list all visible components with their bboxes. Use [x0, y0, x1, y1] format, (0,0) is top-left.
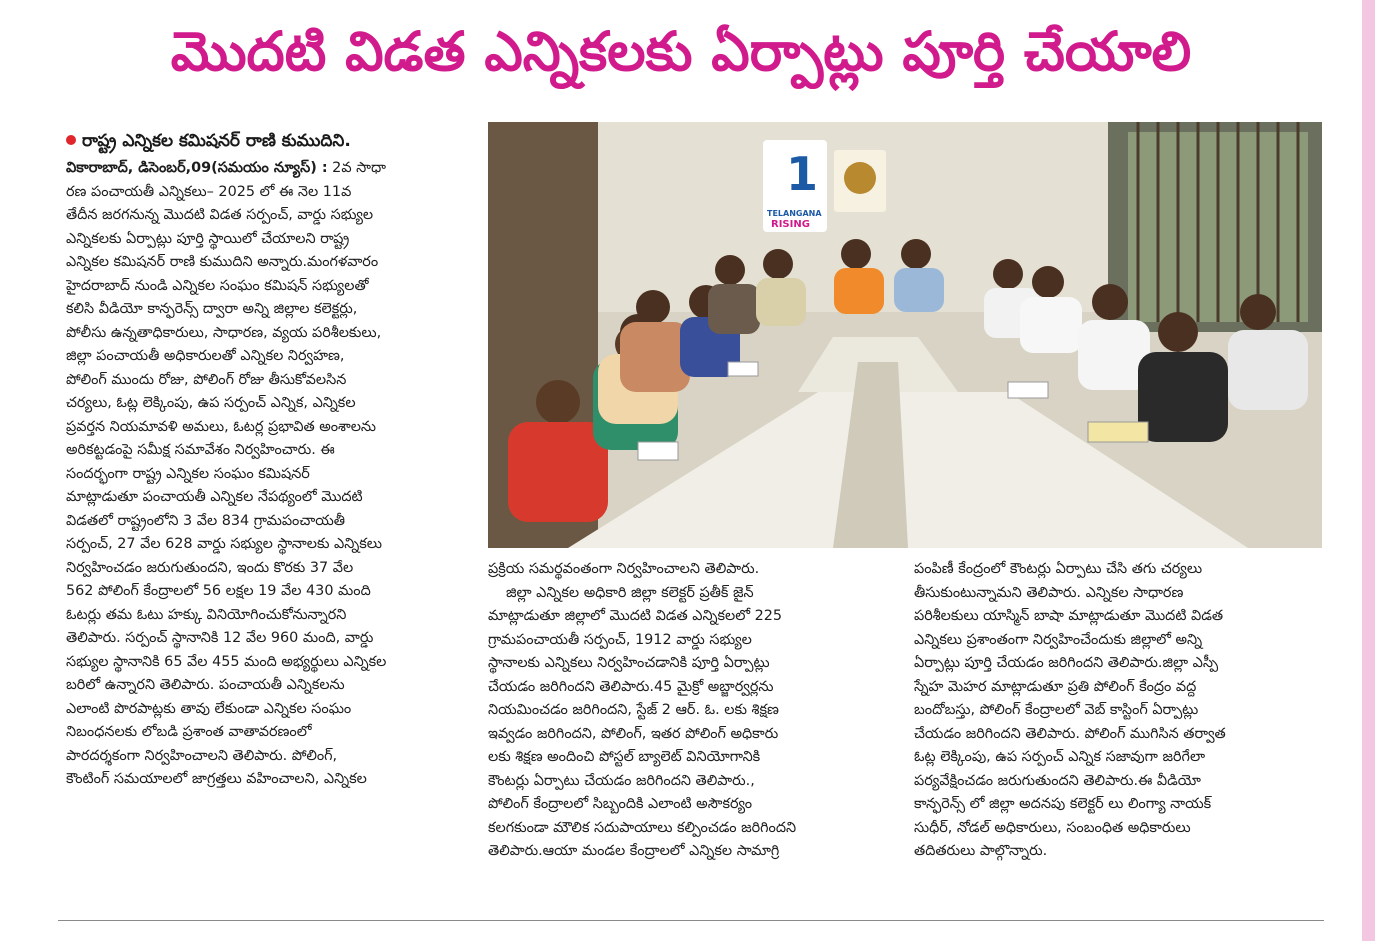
column-3-line: స్నేహ మెహర మాట్లాడుతూ ప్రతి పోలింగ్ కేంద్రం వద్ద	[914, 678, 1197, 695]
column-1-line: నిబంధనలకు లోబడి ప్రశాంత వాతావరణంలో	[66, 724, 312, 740]
column-1-line: పారదర్శకంగా నిర్వహించాలని తెలిపారు. పోలింగ్,	[66, 747, 338, 764]
column-2-line: గ్రామపంచాయతీ సర్పంచ్, 1912 వార్డు సభ్యుల	[488, 631, 752, 648]
column-2-line: చేయడం జరిగిందని తెలిపారు.45 మైక్రో అబ్జార్వర్లను	[488, 678, 774, 695]
column-3-line: ఓట్ల లెక్కింపు, ఉప సర్పంచ్ ఎన్నిక సజావుగా జరిగేలా	[914, 749, 1206, 765]
column-1-line: నిర్వహించడం జరుగుతుందని, ఇందు కొరకు 37 వేల	[66, 559, 354, 576]
column-1-line: ఎలాంటి పొరపాట్లకు తావు లేకుండా ఎన్నికల సంఘం	[66, 700, 352, 717]
column-3-line: పంపిణీ కేంద్రంలో కౌంటర్లు ఏర్పాటు చేసి తగు చర్యలు	[914, 561, 1203, 577]
column-2-line: తెలిపారు.ఆయా మండల కేంద్రాలలో ఎన్నికల సామాగ్రి	[488, 843, 780, 859]
article-column-2	[488, 558, 898, 864]
column-1-line: ఎన్నికల కమిషనర్ రాణి కుముదిని అన్నారు.మంగళవారం	[66, 254, 379, 270]
column-3-line: సుధీర్, నోడల్ అధికారులు, సంబంధిత అధికారులు	[914, 819, 1191, 836]
column-3-line: తదితరులు పాల్గొన్నారు.	[914, 843, 1048, 859]
column-2-line: ఇవ్వడం జరిగిందని, పోలింగ్, ఇతర పోలింగ్ అధికారు	[488, 725, 779, 742]
column-1-line: హైదరాబాద్ నుండి ఎన్నికల సంఘం కమిషన్ సభ్యులతో	[66, 277, 369, 294]
column-3-line: పరిశీలకులు యాస్మిన్ బాషా మాట్లాడుతూ మొదటి విడత	[914, 608, 1224, 624]
column-2-line: మాట్లాడుతూ జిల్లాలో మొదటి విడత ఎన్నికలలో 225	[488, 608, 783, 624]
column-1-line: తెలిపారు. సర్పంచ్ స్థానానికి 12 వేల 960 మంది, వార్డు	[66, 630, 374, 646]
column-2-line: లకు శిక్షణ అందించి పోస్టల్ బ్యాలెట్ వినియోగానికి	[488, 749, 761, 765]
column-1-line: ఎన్నికలకు ఏర్పాట్లు పూర్తి స్థాయిలో చేయాలని రాష్ట్ర	[66, 230, 350, 247]
column-2-line: నియమించడం జరిగిందని, స్టేజ్ 2 ఆర్. ఓ. లకు శిక్షణ	[488, 702, 779, 718]
column-1-line: అరికట్టడంపై సమీక్ష సమావేశం నిర్వహించారు. ఈ	[66, 442, 335, 458]
bottom-rule	[58, 920, 1324, 921]
column-1-line: బరిలో ఉన్నారని తెలిపారు. పంచాయతీ ఎన్నికలను	[66, 677, 345, 693]
column-1-line: కలిసి వీడియో కాన్ఫరెన్స్ ద్వారా అన్ని జిల్లాల కలెక్టర్లు,	[66, 301, 358, 317]
column-1-line: 562 పోలింగ్ కేంద్రాలలో 56 లక్షల 19 వేల 430 మంది	[66, 583, 371, 599]
column-3-line: చేయడం జరిగిందని తెలిపారు. పోలింగ్ ముగిసిన తర్వాత	[914, 725, 1226, 742]
column-1-line: పోలీసు ఉన్నతాధికారులు, సాధారణ, వ్యయ పరిశీలకులు,	[66, 324, 382, 341]
column-1-line-first	[66, 157, 478, 181]
column-1-line: ప్రవర్తన నియమావళి అమలు, ఓటర్ల ప్రభావిత అంశాలను	[66, 418, 377, 435]
subheadline	[66, 128, 476, 154]
column-1-line: తేదీన జరగనున్న మొదటి విడత సర్పంచ్, వార్డు సభ్యుల	[66, 207, 374, 223]
article-column-3	[914, 558, 1324, 864]
column-2-line: జిల్లా ఎన్నికల అధికారి జిల్లా కలెక్టర్ ప్రతీక్ జైన్	[506, 584, 754, 601]
column-3-line: బందోబస్తు, పోలింగ్ కేంద్రాలలో వెబ్ కాస్టింగ్ ఏర్పాట్లు	[914, 702, 1199, 718]
column-1-line: చర్యలు, ఓట్ల లెక్కింపు, ఉప సర్పంచ్ ఎన్నిక, ఎన్నికల	[66, 395, 356, 411]
column-3-line: ఎన్నికలు ప్రశాంతంగా నిర్వహించేందుకు జిల్లాలో అన్ని	[914, 631, 1203, 648]
bullet-icon	[66, 135, 76, 145]
column-1-line: ఓటర్లు తమ ఓటు హక్కు వినియోగించుకోనున్నారని	[66, 606, 347, 623]
column-2-line: కలగకుండా మౌలిక సదుపాయాలు కల్పించడం జరిగిందని	[488, 819, 797, 836]
subheadline-text: రాష్ట్ర ఎన్నికల కమిషనర్ రాణి కుముదిని.	[82, 131, 351, 151]
side-color-strip	[1362, 0, 1375, 941]
meeting-photo-illustration	[488, 122, 1322, 548]
column-2-line: స్థానాలకు ఎన్నికలు నిర్వహించడానికి పూర్తి ఏర్పాట్లు	[488, 655, 770, 671]
column-3-line: తీసుకుంటున్నామని తెలిపారు. ఎన్నికల సాధారణ	[914, 584, 1184, 601]
article-column-1	[66, 157, 478, 792]
column-2-line: పోలింగ్ కేంద్రాలలో సిబ్బందికి ఎలాంటి అసౌకర్యం	[488, 796, 753, 812]
banner-text-top: TELANGANA	[767, 209, 822, 218]
meeting-photo	[488, 122, 1322, 548]
column-1-line: మాట్లాడుతూ పంచాయతీ ఎన్నికల నేపథ్యంలో మొదటి	[66, 489, 363, 505]
headline: మొదటి విడత ఎన్నికలకు ఏర్పాట్లు పూర్తి చేయాలి	[170, 20, 1192, 83]
column-1-line: రణ పంచాయతీ ఎన్నికలు– 2025 లో ఈ నెల 11వ	[66, 183, 352, 200]
column-3-line: పర్యవేక్షించడం జరుగుతుందని తెలిపారు.ఈ వీడియో	[914, 772, 1201, 789]
column-1-line: జిల్లా పంచాయతీ అధికారులతో ఎన్నికల నిర్వహణ,	[66, 348, 345, 364]
column-3-line: ఏర్పాట్లు పూర్తి చేయడం జరిగిందని తెలిపారు.జిల్లా ఎస్పీ	[914, 655, 1219, 671]
column-1-line: సందర్భంగా రాష్ట్ర ఎన్నికల సంఘం కమిషనర్	[66, 465, 310, 482]
column-1-line: సర్పంచ్, 27 వేల 628 వార్డు సభ్యుల స్థానాలకు ఎన్నికలు	[66, 536, 382, 552]
column-1-line: విడతలో రాష్ట్రంలోని 3 వేల 834 గ్రామపంచాయతీ	[66, 512, 345, 529]
column-1-line: సభ్యుల స్థానానికి 65 వేల 455 మంది అభ్యర్థులు ఎన్నికల	[66, 653, 387, 670]
column-1-line: పోలింగ్ ముందు రోజు, పోలింగ్ రోజు తీసుకోవలసిన	[66, 371, 347, 388]
column-3-line: కాన్ఫరెన్స్ లో జిల్లా అదనపు కలెక్టర్ లు లింగ్యా నాయక్	[914, 796, 1212, 812]
dateline: వికారాబాద్, డిసెంబర్,09(సమయం న్యూస్) :	[66, 160, 328, 176]
column-1-text: 2వ సాధా	[332, 160, 386, 176]
column-2-line: ప్రక్రియ సమర్థవంతంగా నిర్వహించాలని తెలిపారు.	[488, 561, 760, 577]
column-1-line: కౌంటింగ్ సమయాలలో జాగ్రత్తలు వహించాలని, ఎన్నికల	[66, 771, 367, 787]
banner-number: 1	[786, 147, 819, 201]
banner-text-bottom: RISING	[771, 219, 810, 230]
column-2-line: కౌంటర్లు ఏర్పాటు చేయడం జరిగిందని తెలిపారు.,	[488, 772, 755, 789]
